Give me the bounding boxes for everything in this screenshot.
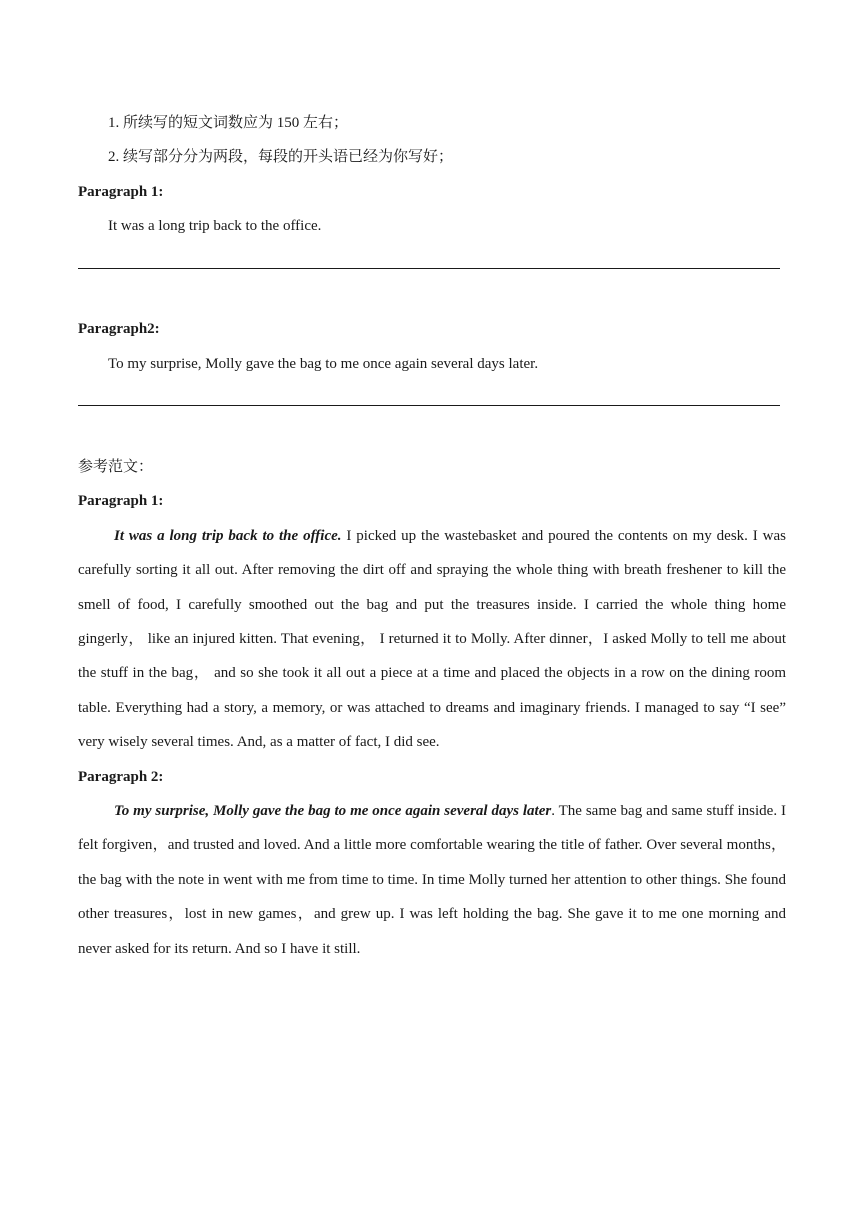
sample-paragraph-1-heading: Paragraph 1: [78, 493, 164, 510]
requirement-item-1: 1. 所续写的短文词数应为 150 左右； [108, 115, 349, 131]
requirement-item-2: 2. 续写部分分为两段，每段的开头语已经为你写好； [108, 149, 454, 166]
answer-line-2 [78, 381, 786, 415]
sample-paragraph-2-lead: To my surprise, Molly gave the bag to me once again several days later [114, 803, 552, 820]
paragraph-2-opening: To my surprise, Molly gave the bag to me once again several days later. [108, 355, 539, 372]
paragraph-1-heading: Paragraph 1: [78, 183, 164, 200]
sample-paragraph-1-lead: It was a long trip back to the office. [114, 527, 342, 544]
document-content [78, 106, 786, 966]
sample-paragraph-2-heading: Paragraph 2: [78, 768, 164, 785]
sample-paragraph-2-body: . The same bag and same stuff inside. I felt forgiven，and trusted and loved. And a little more comfortable wearing the title of father. Over several months， the bag with the note in went with me from time to time. In time Molly turned her attention to other things. She found other treasures，lost in new games，and grew up. I was left holding the bag. She gave it to me one morning and never asked for its return. And so I have it still. [78, 803, 786, 957]
spacer [78, 278, 786, 312]
sample-paragraph-1-body: I picked up the wastebasket and poured the contents on my desk. I was carefully sorting it all out. After removing the dirt off and spraying the whole thing with breath freshener to kill the smell of food, I carefully smoothed out the bag and put the treasures inside. I carried the whole thing home gingerly， like an injured kitten. That evening， I returned it to Molly. After dinner，I asked Molly to tell me about the stuff in the bag， and so she took it all out a piece at a time and placed the objects in a row on the dining room table. Everything had a story, a memory, or was attached to dreams and imaginary friends. I managed to say “I see” very wisely several times. And, as a matter of fact, I did see. [78, 527, 786, 751]
paragraph-2-heading: Paragraph2: [78, 321, 160, 338]
sample-essay-label: 参考范文： [78, 459, 154, 475]
spacer [78, 416, 786, 450]
answer-line-1 [78, 244, 786, 278]
sample-paragraph-2 [78, 794, 786, 966]
paragraph-1-opening: It was a long trip back to the office. [108, 218, 322, 235]
sample-paragraph-1 [78, 519, 786, 760]
